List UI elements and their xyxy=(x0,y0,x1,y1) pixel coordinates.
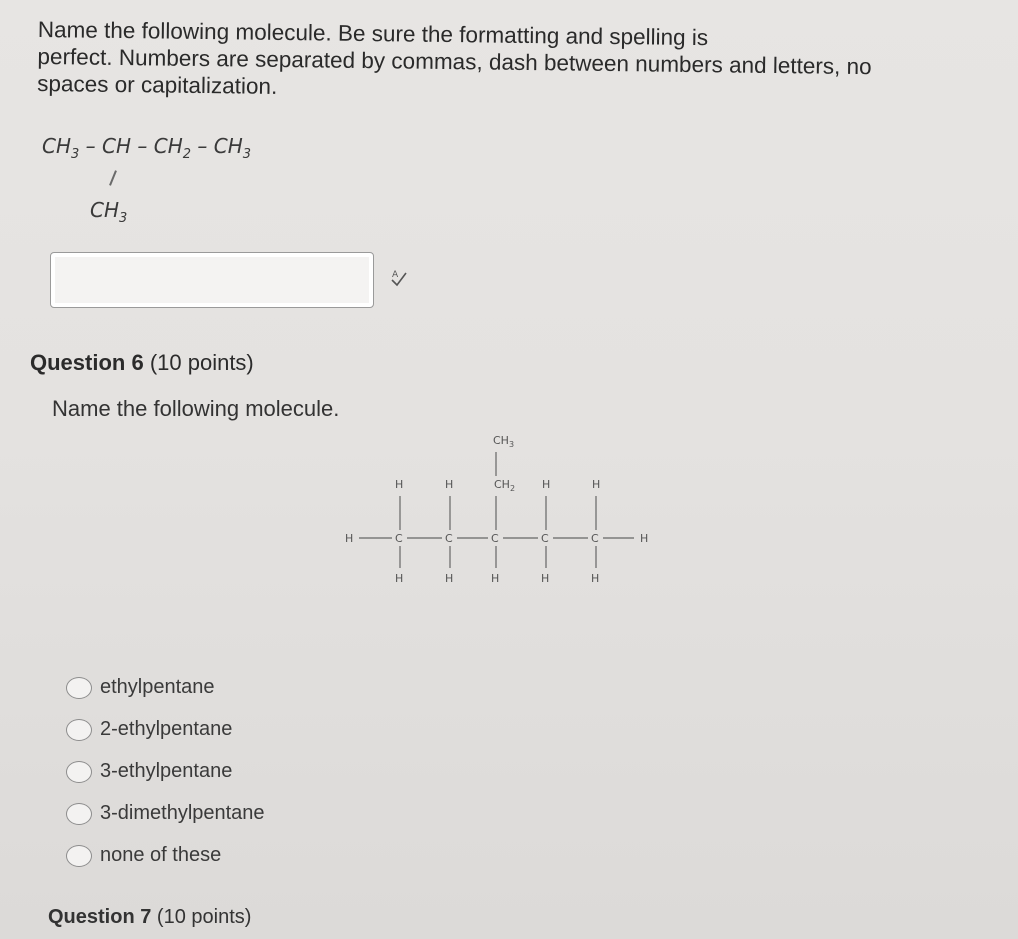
top-atom: H xyxy=(445,478,454,491)
bottom-atom: H xyxy=(395,572,404,585)
option-2-ethylpentane[interactable] xyxy=(66,718,232,741)
backbone-atom: C xyxy=(591,532,599,545)
condensed-formula: $CH_3$ – CH – $CH_2 - CH_3$ xyxy=(42,134,252,162)
bottom-atom: H xyxy=(541,572,550,585)
option-none-of-these[interactable] xyxy=(66,844,221,867)
radio-button[interactable] xyxy=(66,677,92,699)
question-6-title: Question 6 (10 points) xyxy=(30,350,254,375)
question-5-prompt xyxy=(37,16,998,109)
bottom-atom: H xyxy=(445,572,454,585)
branch-methyl: $CH_3$ xyxy=(90,198,128,226)
top-atom: H xyxy=(395,478,404,491)
option-label: 2-ethylpentane xyxy=(100,718,233,740)
option-label: 3-dimethylpentane xyxy=(100,802,265,824)
option-label: ethylpentane xyxy=(100,676,215,698)
bottom-atom: H xyxy=(491,572,500,585)
backbone-atom: C xyxy=(445,532,453,545)
backbone-atom: C xyxy=(541,532,549,545)
question-6-instruction: Name the following molecule. xyxy=(52,396,340,421)
top-atom: H xyxy=(592,478,601,491)
spellcheck-icon[interactable] xyxy=(389,268,409,293)
left-end-atom: H xyxy=(345,532,354,545)
backbone-atom: C xyxy=(491,532,499,545)
radio-button[interactable] xyxy=(66,719,92,741)
prompt-line: Name the following molecule. Be sure the formatting and spelling is xyxy=(37,16,709,51)
prompt-line: perfect. Numbers are separated by commas, dash between numbers and letters, no xyxy=(37,43,872,80)
option-3-ethylpentane[interactable] xyxy=(66,760,232,783)
option-3-dimethylpentane[interactable] xyxy=(66,802,265,825)
radio-button[interactable] xyxy=(66,845,92,867)
bottom-atom: H xyxy=(591,572,600,585)
svg-text:A: A xyxy=(392,270,399,280)
radio-button[interactable] xyxy=(66,761,92,783)
backbone-atom: C xyxy=(395,532,403,545)
answer-input[interactable] xyxy=(50,252,374,308)
structural-formula xyxy=(338,426,668,596)
branch-bond xyxy=(109,170,117,186)
top-atom: H xyxy=(542,478,551,491)
right-end-atom: H xyxy=(640,532,649,545)
option-label: none of these xyxy=(100,844,222,866)
radio-button[interactable] xyxy=(66,803,92,825)
top-methyl-label: $CH_3$ xyxy=(493,434,515,449)
prompt-line: spaces or capitalization. xyxy=(37,70,278,99)
question-7-title: Question 7 (10 points) xyxy=(48,906,252,928)
top-atom: $CH_2$ xyxy=(494,478,516,493)
option-label: 3-ethylpentane xyxy=(100,760,233,782)
option-ethylpentane[interactable] xyxy=(66,676,215,699)
